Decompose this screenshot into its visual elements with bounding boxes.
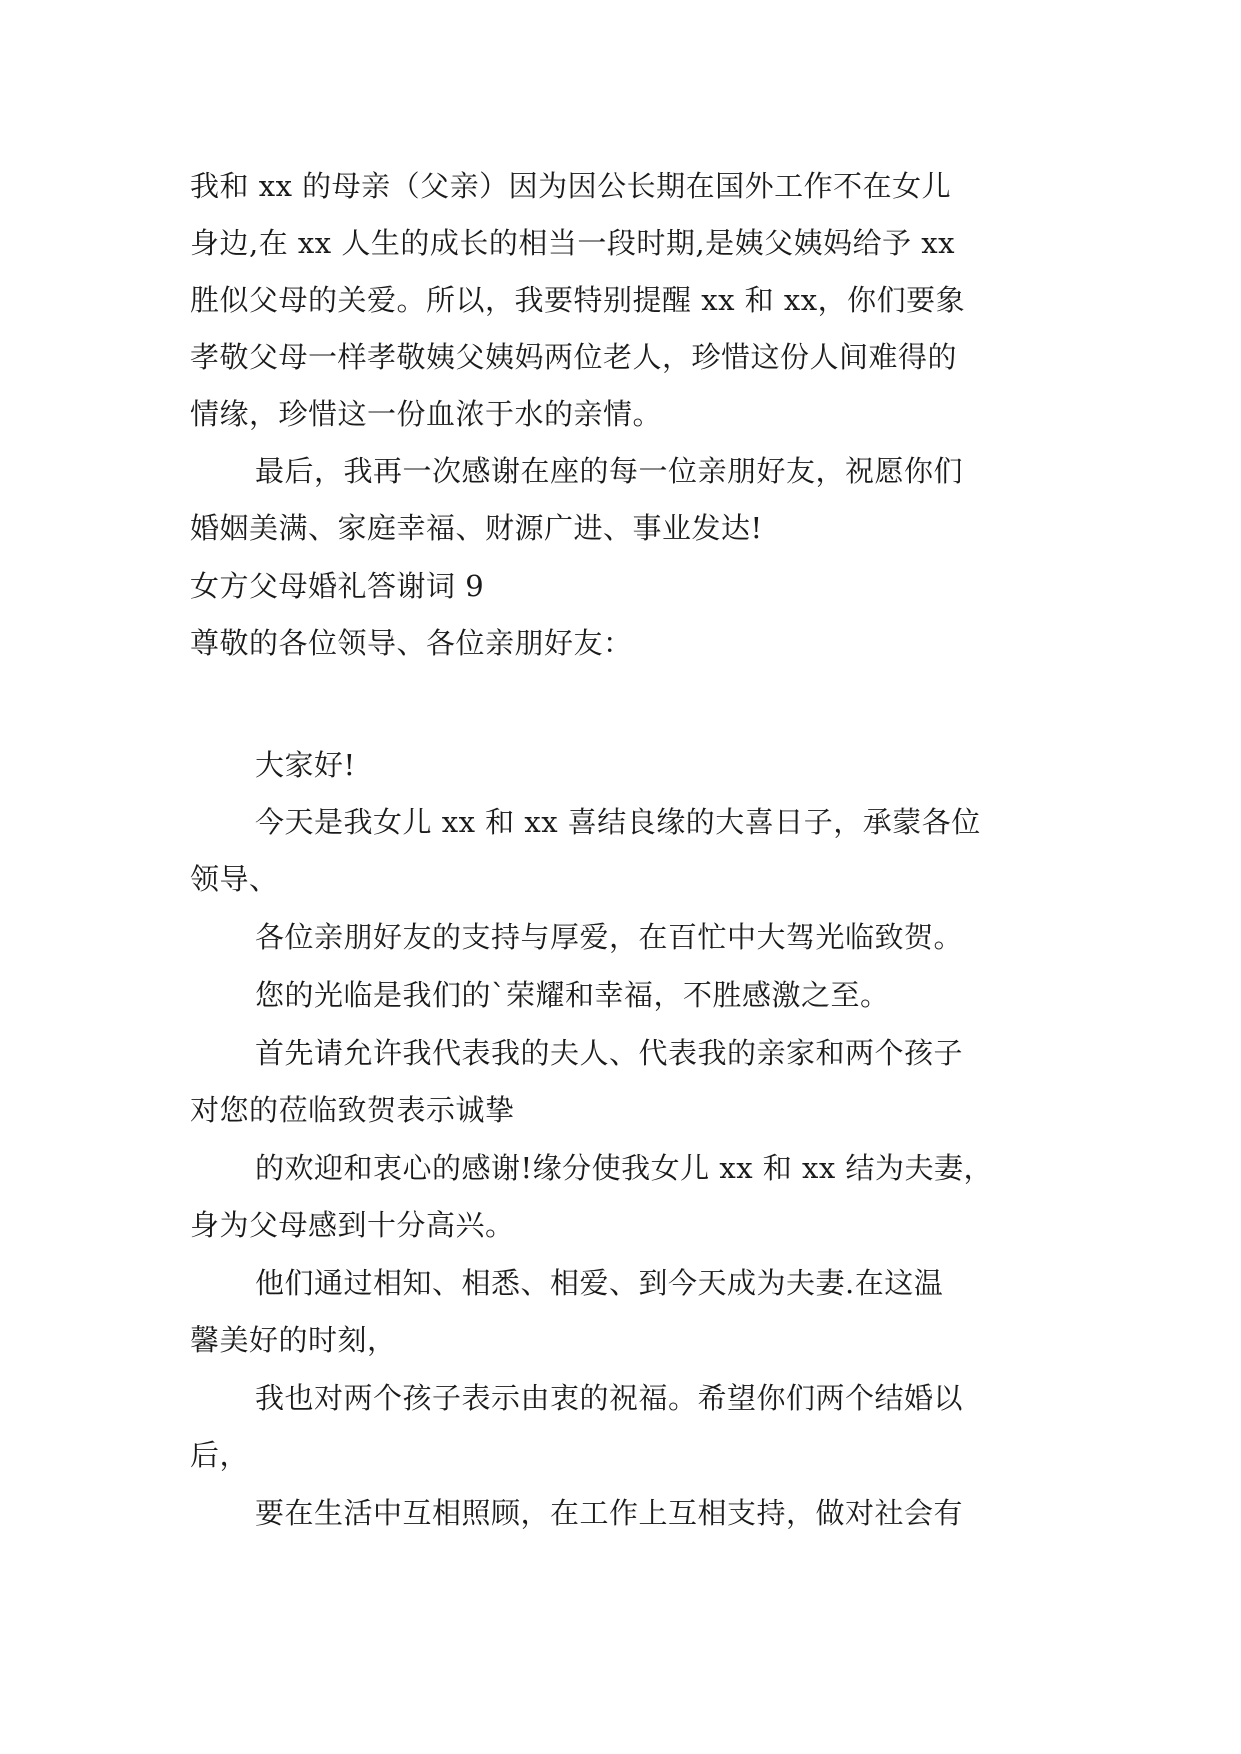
paragraph-line: 的欢迎和衷心的感谢!缘分使我女儿 xx 和 xx 结为夫妻， (255, 1151, 993, 1185)
paragraph-line: 领导、 (190, 862, 279, 896)
paragraph-line: 我也对两个孩子表示由衷的祝福。希望你们两个结婚以 (255, 1381, 964, 1415)
salutation: 尊敬的各位领导、各位亲朋好友： (190, 626, 633, 660)
paragraph-line: 馨美好的时刻， (190, 1323, 397, 1357)
paragraph-line: 他们通过相知、相悉、相爱、到今天成为夫妻.在这温 (255, 1266, 944, 1300)
paragraph-line: 要在生活中互相照顾，在工作上互相支持，做对社会有 (255, 1496, 964, 1530)
paragraph-line: 身为父母感到十分高兴。 (190, 1208, 515, 1242)
paragraph-line: 各位亲朋好友的支持与厚爱，在百忙中大驾光临致贺。 (255, 920, 964, 954)
paragraph-line: 我和 xx 的母亲（父亲）因为因公长期在国外工作不在女儿 (190, 169, 952, 203)
paragraph-line: 身边,在 xx 人生的成长的相当一段时期,是姨父姨妈给予 xx (190, 226, 956, 260)
paragraph-line: 最后，我再一次感谢在座的每一位亲朋好友，祝愿你们 (255, 454, 964, 488)
greeting: 大家好! (255, 748, 356, 782)
paragraph-line: 首先请允许我代表我的夫人、代表我的亲家和两个孩子 (255, 1036, 964, 1070)
section-title: 女方父母婚礼答谢词 9 (190, 569, 485, 603)
paragraph-line: 婚姻美满、家庭幸福、财源广进、事业发达! (190, 511, 763, 545)
paragraph-line: 您的光临是我们的`荣耀和幸福，不胜感激之至。 (255, 978, 890, 1012)
paragraph-line: 胜似父母的关爱。所以，我要特别提醒 xx 和 xx，你们要象 (190, 283, 966, 317)
paragraph-line: 孝敬父母一样孝敬姨父姨妈两位老人，珍惜这份人间难得的 (190, 340, 958, 374)
paragraph-line: 后， (190, 1438, 250, 1472)
paragraph-line: 今天是我女儿 xx 和 xx 喜结良缘的大喜日子，承蒙各位 (255, 805, 981, 839)
paragraph-line: 对您的莅临致贺表示诚挚 (190, 1093, 515, 1127)
paragraph-line: 情缘，珍惜这一份血浓于水的亲情。 (190, 397, 663, 431)
